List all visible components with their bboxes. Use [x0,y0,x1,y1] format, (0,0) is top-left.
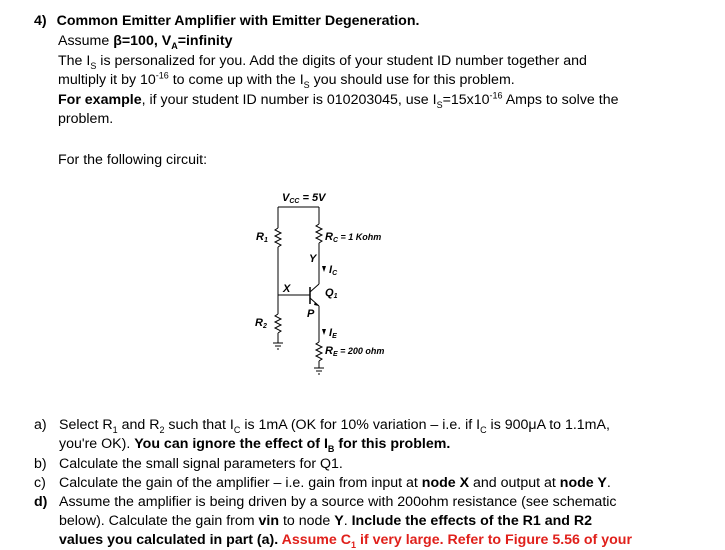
item-d-line-3: values you calculated in part (a). Assume $C_1$ if very large. Refer to Figure 5.56 of your [59,532,632,550]
example-value: =15x10 [442,92,490,108]
node-x-label: X [283,283,291,295]
circuit-wires [273,207,324,374]
example-sub: S [436,99,443,110]
circuit-intro: For the following circuit: [58,152,208,168]
r1-resistor [275,228,281,247]
r1-label: R1 [256,231,268,244]
r2-resistor [275,314,281,333]
question-title: Common Emitter Amplifier with Emitter Degeneration. [56,13,420,29]
use-text: you should use for this problem. [309,72,515,88]
item-b [34,455,343,473]
is-text-rest: is personalized for you. Add the digits of your student ID number together and [96,53,587,69]
item-d-line-1 [34,493,617,511]
rc-resistor [316,224,322,243]
node-p-label: P [307,308,315,320]
item-a-line-2: you're OK). You can ignore the effect of $I_B$ for this problem. [59,436,451,454]
item-b-letter: b) [34,456,47,472]
ie-label: IE [329,327,337,340]
item-b-text: Calculate the small signal parameters for Q1. [59,456,343,472]
circuit-labels [255,192,384,358]
example-text: , if your student ID number is 010203045, use I [141,92,437,108]
item-d-text: Assume the amplifier is being driven by a source with 200ohm resistance (see schematic [59,494,617,510]
exponent: -16 [155,70,169,81]
item-c-letter: c) [34,475,46,491]
is-sub-2: S [303,79,310,90]
item-d-letter: d) [34,494,48,510]
rc-label: RC = 1 Kohm [325,231,382,244]
ic-arrow [322,266,326,272]
vcc-label: VCC = 5V [282,192,326,205]
current-arrows [314,266,326,335]
re-label: RE = 200 ohm [325,345,385,358]
va-sub: A [171,40,178,51]
re-resistor [316,342,322,361]
beta-symbol: β [113,33,122,49]
ie-arrow [322,329,326,335]
va-value: =infinity [177,33,233,49]
example-tail: Amps to solve the [502,92,619,108]
node-y-label: Y [309,253,317,265]
beta-value: =100, V [121,33,172,49]
item-c-text: Calculate the gain of the amplifier – i.e. gain from input at node X and output at node Y. [59,475,611,491]
come-up-text: to come up with the I [168,72,304,88]
example-label: For example [58,92,142,108]
multiply-text: multiply it by 10 [58,72,156,88]
ic-label: IC [329,264,338,277]
item-a-line-1 [34,416,610,435]
example-line-2: problem. [58,111,114,127]
example-exponent: -16 [489,90,503,101]
item-c [34,474,611,492]
assume-prefix: Assume [58,33,114,49]
r2-label: R2 [255,317,267,330]
item-d-line-2: below). Calculate the gain from vin to node Y. Include the effects of the R1 and R2 [59,513,593,529]
is-text: The I [58,53,91,69]
is-sub: S [90,60,97,71]
question-number: 4) [34,13,47,29]
item-a-letter: a) [34,417,47,433]
q1-label: Q1 [325,287,338,300]
item-a-text: Select $R_1$ and $R_2$ such that $I_C$ is 1mA (OK for 10% variation – i.e. if $I_C$ is 900μA to 1.1mA, [59,417,610,435]
